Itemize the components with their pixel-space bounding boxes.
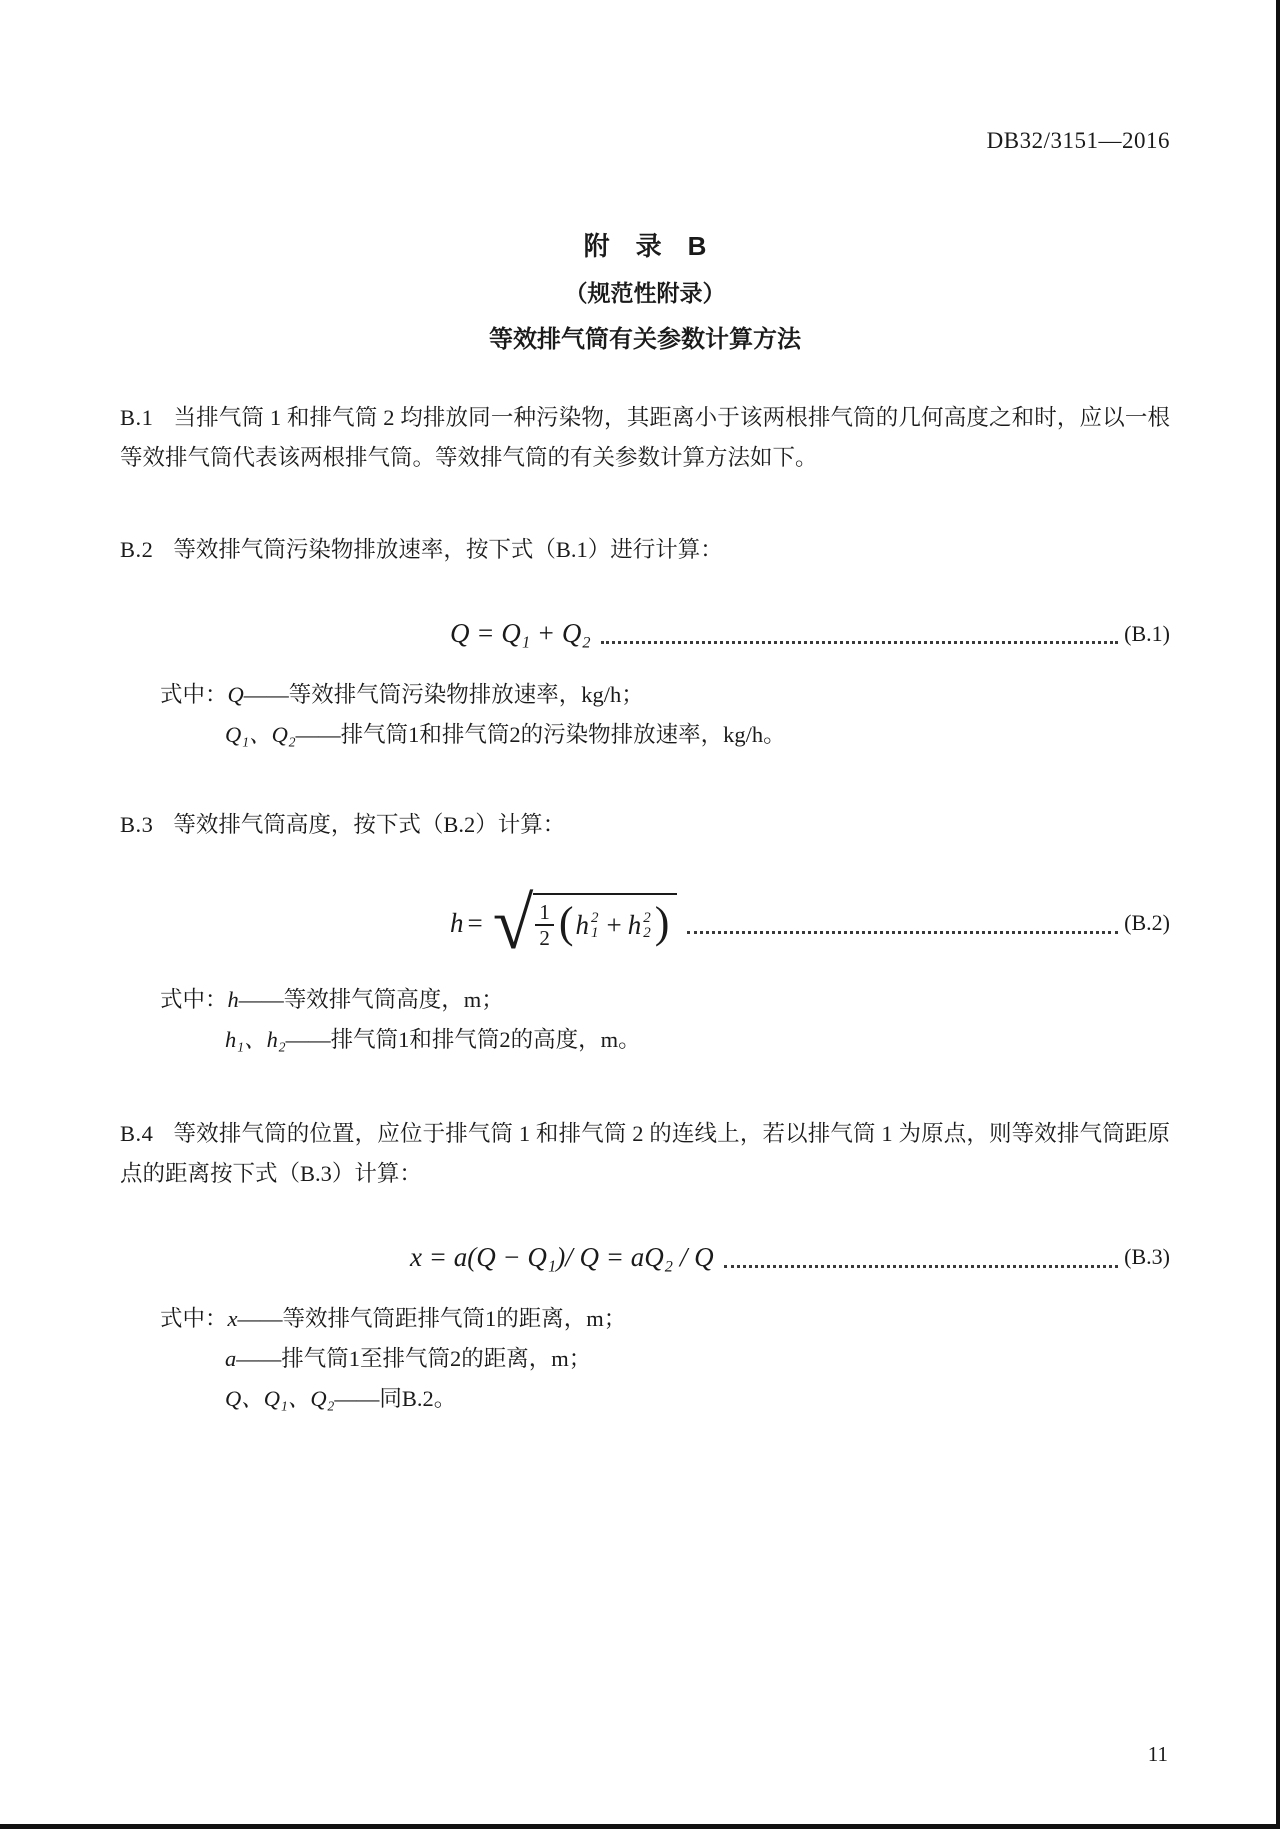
square-root	[492, 883, 678, 965]
radical-sign: √	[492, 883, 534, 965]
formula-b1-row	[120, 618, 1170, 649]
explanation-line	[120, 1299, 1170, 1339]
dot-leader	[687, 931, 1118, 934]
equals-sign: =	[467, 907, 483, 938]
explanation-line	[120, 715, 1170, 755]
explanation-line	[120, 675, 1170, 715]
section-b4-text: 等效排气筒的位置，应位于排气筒 1 和排气筒 2 的连线上，若以排气筒 1 为原点，则等效排气筒距原点的距离按下式（B.3）计算：	[120, 1120, 1170, 1186]
formula-b1-label: (B.1)	[1124, 620, 1170, 646]
em-dash: ——	[237, 1305, 283, 1331]
where-prefix: 式中：	[160, 682, 228, 707]
explanation-line	[120, 1379, 1170, 1419]
em-dash: ——	[236, 1345, 282, 1371]
dot-leader	[601, 641, 1118, 644]
section-b3-number: B.3	[120, 812, 154, 837]
open-paren: (	[558, 898, 574, 948]
explanation-line	[120, 980, 1170, 1020]
section-b4-paragraph	[120, 1114, 1170, 1194]
h2-base: h	[627, 909, 642, 940]
variable-description: 排气筒1至排气筒2的距离，m；	[281, 1345, 592, 1371]
formula-b2-label: (B.2)	[1124, 910, 1170, 936]
em-dash: ——	[334, 1385, 380, 1411]
variable-symbol: Q	[227, 682, 244, 707]
variable-description: 排气筒1和排气筒2的高度，m。	[330, 1026, 641, 1052]
formula-b2-lhs: h	[450, 907, 464, 938]
section-b1-paragraph	[120, 398, 1170, 478]
variable-description: 同B.2。	[379, 1385, 457, 1411]
h1-base: h	[575, 909, 590, 940]
variable-symbol: Q₁、Q₂	[225, 722, 296, 747]
section-b1-number: B.1	[120, 405, 154, 430]
page-number: 11	[1147, 1742, 1168, 1766]
variable-description: 排气筒1和排气筒2的污染物排放速率，kg/h。	[340, 722, 786, 747]
em-dash: ——	[243, 682, 289, 707]
appendix-subtitle: （规范性附录）	[564, 280, 726, 306]
formula-b1-expression: Q = Q₁ + Q₂	[450, 618, 591, 648]
em-dash: ——	[295, 722, 341, 747]
variable-description: 等效排气筒高度，m；	[283, 986, 504, 1012]
variable-symbol: Q、Q₁、Q₂	[225, 1385, 335, 1411]
radicand	[533, 893, 677, 954]
formula-b2-row	[120, 883, 1170, 965]
explanation-block-x	[120, 1299, 1170, 1419]
explanation-line	[120, 1020, 1170, 1060]
variable-description: 等效排气筒污染物排放速率，kg/h；	[288, 682, 644, 707]
section-b2-text: 等效排气筒污染物排放速率，按下式（B.1）进行计算：	[173, 537, 723, 562]
scan-edge-bottom	[0, 1824, 1280, 1829]
h1-scripts: 2 1	[591, 910, 599, 942]
variable-symbol: h	[227, 986, 239, 1012]
section-b4-number: B.4	[120, 1120, 154, 1146]
variable-symbol: x	[227, 1305, 238, 1331]
scan-edge-right	[1276, 0, 1280, 1829]
section-b1-text: 当排气筒 1 和排气筒 2 均排放同一种污染物，其距离小于该两根排气筒的几何高度之和时，应以一根等效排气筒代表该两根排气筒。等效排气筒的有关参数计算方法如下。	[120, 405, 1170, 470]
h2-scripts: 2 2	[643, 910, 651, 942]
formula-b3-label: (B.3)	[1124, 1244, 1170, 1270]
appendix-title: 附 录 B	[583, 231, 707, 261]
variable-description: 等效排气筒距排气筒1的距离，m；	[282, 1305, 627, 1331]
fraction-one-half: $\frac{1}{2}$	[535, 900, 554, 950]
close-paren: )	[654, 898, 670, 948]
formula-b3-row	[120, 1242, 1170, 1273]
plus-sign: +	[606, 909, 622, 940]
variable-symbol: h₁、h₂	[225, 1026, 286, 1052]
em-dash: ——	[285, 1026, 331, 1052]
section-b2-number: B.2	[120, 537, 154, 562]
where-prefix: 式中：	[160, 1305, 228, 1331]
section-b3-text: 等效排气筒高度，按下式（B.2）计算：	[173, 812, 566, 837]
explanation-line	[120, 1339, 1170, 1379]
explanation-block-q	[120, 675, 1170, 755]
appendix-heading: 等效排气筒有关参数计算方法	[489, 326, 801, 353]
section-b2-paragraph	[120, 530, 1170, 570]
section-b3-paragraph	[120, 805, 1170, 845]
formula-b3-expression: x = a(Q − Q₁)/ Q = aQ₂ / Q	[410, 1241, 714, 1272]
document-code-header: DB32/3151—2016	[986, 128, 1170, 153]
where-prefix: 式中：	[160, 986, 228, 1012]
dot-leader	[724, 1265, 1119, 1268]
variable-symbol: a	[225, 1345, 237, 1371]
explanation-block-h	[120, 980, 1170, 1060]
em-dash: ——	[238, 986, 284, 1012]
